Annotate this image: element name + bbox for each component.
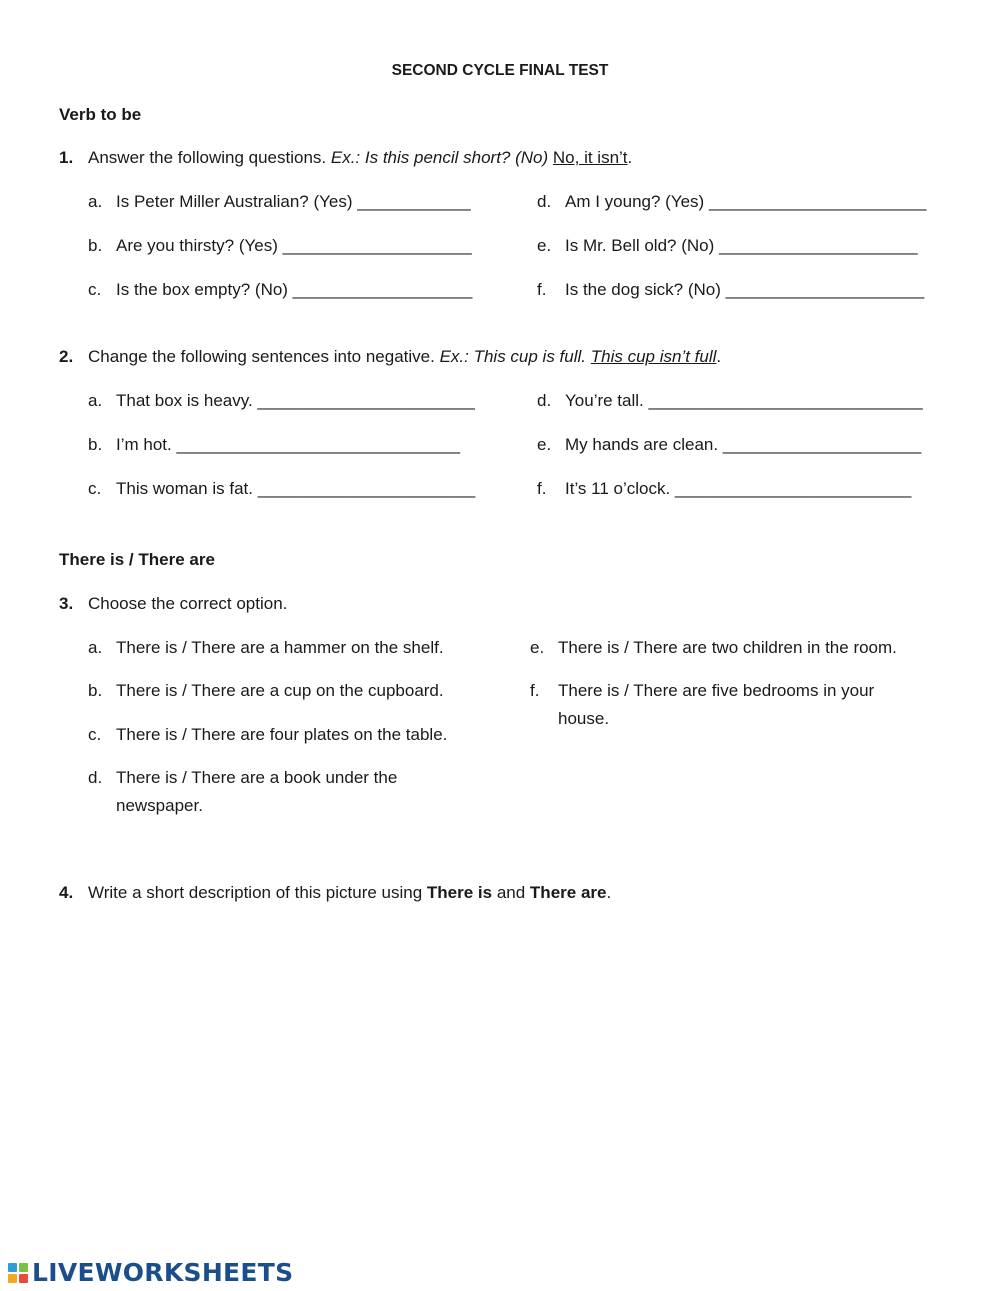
item-label: d. [88, 768, 103, 787]
liveworksheets-logo-icon [8, 1263, 28, 1283]
liveworksheets-logo[interactable] [8, 1258, 293, 1287]
item-label: a. [88, 638, 103, 657]
item-text: My hands are clean. _____________________ [565, 435, 922, 454]
item-text: Is Peter Miller Australian? (Yes) ____________ [116, 192, 471, 211]
q3-item-d-continued: newspaper. [116, 796, 203, 815]
q3-item-c[interactable] [88, 725, 447, 745]
q3-item-f[interactable] [530, 681, 874, 701]
q2-item-f[interactable] [537, 479, 911, 499]
question-1-instruction [88, 148, 632, 168]
item-text: There is / There are two children in the room. [558, 638, 897, 657]
item-text: I’m hot. ______________________________ [116, 435, 461, 454]
item-text: It’s 11 o’clock. _________________________ [565, 479, 912, 498]
q2-item-b[interactable] [88, 435, 460, 455]
item-label: e. [530, 638, 545, 657]
item-label: e. [537, 236, 552, 255]
q2-item-e[interactable] [537, 435, 921, 455]
item-label: a. [88, 391, 103, 410]
item-text: There is / There are a hammer on the shelf. [116, 638, 444, 657]
item-label: c. [88, 725, 102, 744]
question-3-number: 3. [59, 594, 74, 613]
item-text: There is / There are five bedrooms in your [558, 681, 875, 700]
q1-item-e[interactable] [537, 236, 918, 256]
item-label: d. [537, 192, 552, 211]
item-text: That box is heavy. _______________________ [116, 391, 475, 410]
q3-item-a[interactable] [88, 638, 444, 658]
question-1-text: Answer the following questions. [88, 148, 331, 167]
q1-item-f[interactable] [537, 280, 924, 300]
item-text: There is / There are four plates on the table. [116, 725, 448, 744]
item-text: Is the box empty? (No) ___________________ [116, 280, 473, 299]
item-text: Am I young? (Yes) _______________________ [565, 192, 927, 211]
q1-item-d[interactable] [537, 192, 926, 212]
item-label: d. [537, 391, 552, 410]
item-text: You’re tall. _____________________________ [565, 391, 923, 410]
q2-item-c[interactable] [88, 479, 475, 499]
logo-text: LIVEWORKSHEETS [32, 1258, 294, 1287]
q1-item-a[interactable] [88, 192, 471, 212]
item-label: c. [88, 280, 102, 299]
item-text: Are you thirsty? (Yes) ____________________ [116, 236, 472, 255]
item-label: f. [537, 479, 547, 498]
item-label: c. [88, 479, 102, 498]
question-4-text: Write a short description of this picture using [88, 883, 427, 902]
item-text: This woman is fat. _______________________ [116, 479, 476, 498]
section-heading-verb-to-be: Verb to be [59, 105, 142, 124]
question-2-example-end: . [716, 347, 722, 366]
item-label: b. [88, 681, 103, 700]
question-1-example-end: . [627, 148, 633, 167]
question-4-bold-there-is: There is [426, 883, 493, 902]
item-label: f. [537, 280, 547, 299]
question-2-text: Change the following sentences into negative. [88, 347, 440, 366]
question-4-mid: and [492, 883, 530, 902]
question-4-bold-there-are: There are [529, 883, 607, 902]
item-label: b. [88, 236, 103, 255]
item-text: There is / There are a book under the [116, 768, 398, 787]
item-text: There is / There are a cup on the cupboard. [116, 681, 444, 700]
question-3-instruction: Choose the correct option. [88, 594, 288, 613]
question-2-instruction [88, 347, 721, 367]
question-2-example: Ex.: This cup is full. [439, 347, 591, 366]
q1-item-c[interactable] [88, 280, 472, 300]
logo-square-icon [19, 1274, 28, 1283]
question-2-number: 2. [59, 347, 74, 366]
logo-square-icon [19, 1263, 28, 1272]
item-label: f. [530, 681, 540, 700]
q3-item-e[interactable] [530, 638, 897, 658]
item-label: b. [88, 435, 103, 454]
q2-item-a[interactable] [88, 391, 475, 411]
question-2-example-answer: This cup isn’t full [590, 347, 717, 366]
logo-square-icon [8, 1274, 17, 1283]
q3-item-d[interactable] [88, 768, 397, 788]
q3-item-b[interactable] [88, 681, 444, 701]
q2-item-d[interactable] [537, 391, 923, 411]
item-label: e. [537, 435, 552, 454]
item-text: Is the dog sick? (No) _____________________ [565, 280, 925, 299]
q1-item-b[interactable] [88, 236, 472, 256]
section-heading-there-is-there-are: There is / There are [59, 550, 215, 569]
question-1-number: 1. [59, 148, 74, 167]
logo-square-icon [8, 1263, 17, 1272]
item-label: a. [88, 192, 103, 211]
item-text: Is Mr. Bell old? (No) _____________________ [565, 236, 918, 255]
page-title: SECOND CYCLE FINAL TEST [391, 62, 609, 79]
question-1-example: Ex.: Is this pencil short? (No) [330, 148, 553, 167]
question-4-number: 4. [59, 883, 74, 902]
question-4-instruction [88, 883, 611, 903]
q3-item-f-continued: house. [558, 709, 610, 728]
question-4-end: . [606, 883, 612, 902]
question-1-example-answer: No, it isn’t [552, 148, 628, 167]
